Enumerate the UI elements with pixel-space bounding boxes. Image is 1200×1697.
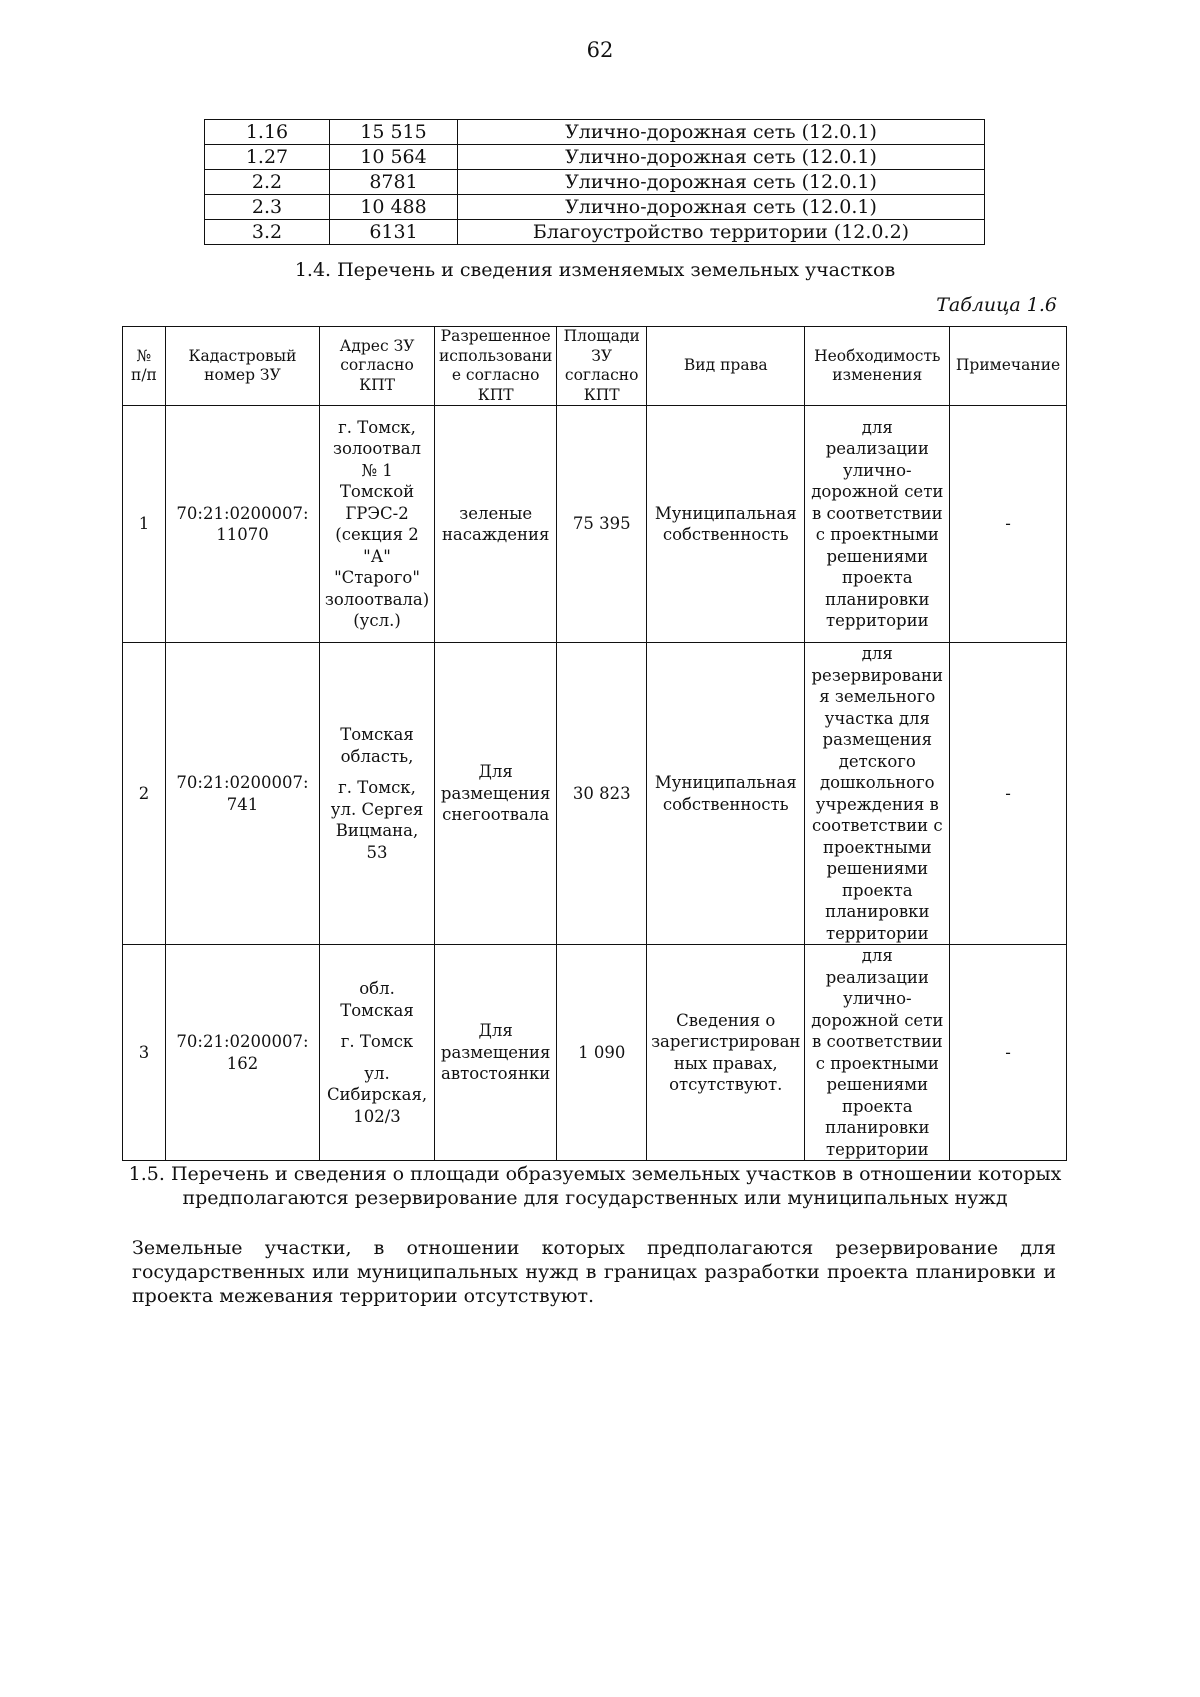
address — [320, 643, 435, 945]
right-type — [647, 945, 805, 1161]
header-use — [434, 327, 556, 406]
change-need-line: соответствии с — [812, 816, 943, 835]
table-row — [205, 120, 985, 145]
row-number: 2 — [123, 643, 166, 945]
address-line: г. Томск, — [338, 778, 416, 797]
change-need-line: улично- — [842, 989, 912, 1008]
change-need-line: дорожной сети — [811, 482, 944, 501]
header-address — [320, 327, 435, 406]
change-need-line: дошкольного — [819, 773, 935, 792]
address-line: Томская — [340, 725, 414, 744]
header-need-line: изменения — [832, 366, 923, 384]
header-need-line: Необходимость — [814, 346, 941, 365]
land-use: Улично-дорожная сеть (12.0.1) — [458, 145, 985, 170]
change-need-line: решениями — [826, 1075, 929, 1094]
right-type-line: Сведения о — [676, 1010, 776, 1030]
table-row — [123, 945, 1067, 1161]
land-use: Улично-дорожная сеть (12.0.1) — [458, 195, 985, 220]
address-line: золоотвал — [333, 439, 422, 458]
table-row — [123, 643, 1067, 945]
header-use-line: использовани — [438, 346, 553, 365]
change-need-line: улично- — [842, 460, 912, 480]
cadastral-number — [165, 643, 319, 945]
header-area-line: согласно — [564, 366, 639, 384]
section-1-5-line: предполагаются резервирование для государственных или муниципальных нужд — [182, 1187, 1008, 1209]
section-1-5-line: 1.5. Перечень и сведения о площади образуемых земельных участков в отношении которых — [128, 1163, 1062, 1185]
header-note — [950, 327, 1067, 406]
address-line: 102/3 — [353, 1106, 401, 1126]
change-need-line: территории — [825, 1139, 929, 1159]
header-right — [647, 327, 805, 406]
header-use-line: е согласно — [451, 366, 540, 384]
header-area-line: ЗУ — [591, 346, 613, 365]
change-need-line: с проектными — [815, 525, 939, 544]
table-caption: Таблица 1.6 — [936, 294, 1057, 316]
table-row — [205, 145, 985, 170]
right-type-line: отсутствуют. — [669, 1075, 783, 1094]
change-need-line: проекта — [842, 568, 913, 587]
header-address-line: Адрес ЗУ — [339, 336, 415, 355]
body-paragraph: Земельные участки, в отношении которых предполагаются резервирование для государственных или муниципальных нужд в границах разработки проекта планировки и проекта межевания территории отсутствуют. — [132, 1237, 1056, 1307]
permitted-use-line: Для — [478, 1021, 513, 1041]
note: - — [950, 945, 1067, 1161]
right-type-line: зарегистрирован — [651, 1032, 801, 1051]
change-need-line: я земельного — [819, 687, 936, 706]
row-number: 1 — [123, 406, 166, 643]
cadastral-number-line: 162 — [226, 1053, 259, 1073]
table-header-row — [123, 327, 1067, 406]
land-use: Улично-дорожная сеть (12.0.1) — [458, 170, 985, 195]
change-need — [805, 945, 950, 1161]
cadastral-number-line: 70:21:0200007: — [176, 503, 309, 523]
address — [320, 945, 435, 1161]
header-address-line: согласно — [340, 356, 414, 375]
change-need-line: проекта — [842, 880, 913, 900]
row-number: 1.16 — [205, 120, 330, 145]
area-value: 10 564 — [330, 145, 458, 170]
address-line: г. Томск — [340, 1032, 414, 1051]
section-1-5-title — [120, 1162, 1070, 1210]
right-type-line: собственность — [662, 794, 789, 814]
area-value: 6131 — [330, 220, 458, 245]
permitted-use-line: снегоотвала — [442, 805, 550, 825]
change-need-line: с проектными — [815, 1053, 939, 1073]
land-plots-table — [122, 326, 1067, 1161]
address-line: Сибирская, — [326, 1085, 428, 1104]
header-area — [557, 327, 647, 406]
area: 1 090 — [557, 945, 647, 1161]
change-need-line: дорожной сети — [811, 1010, 944, 1030]
cadastral-number-line: 70:21:0200007: — [176, 773, 309, 792]
area: 75 395 — [557, 406, 647, 643]
change-need-line: территории — [825, 611, 929, 630]
land-use: Благоустройство территории (12.0.2) — [458, 220, 985, 245]
address-line: обл. — [359, 979, 395, 998]
change-need-line: участка для — [824, 708, 930, 728]
area: 30 823 — [557, 643, 647, 945]
header-need — [805, 327, 950, 406]
row-number: 3 — [123, 945, 166, 1161]
table-row — [205, 220, 985, 245]
table-row — [123, 406, 1067, 643]
table-row — [205, 170, 985, 195]
right-type — [647, 643, 805, 945]
area-value: 8781 — [330, 170, 458, 195]
change-need-line: для реализации — [825, 946, 929, 987]
right-type-line: ных правах, — [673, 1053, 778, 1073]
address-line: (усл.) — [353, 611, 401, 630]
row-number: 2.2 — [205, 170, 330, 195]
permitted-use-line: размещения — [440, 783, 551, 803]
row-number: 1.27 — [205, 145, 330, 170]
change-need-line: планировки — [825, 589, 930, 609]
change-need — [805, 643, 950, 945]
right-type-line: Муниципальная — [654, 773, 797, 792]
change-need-line: решениями — [826, 546, 929, 566]
change-need-line: для реализации — [825, 417, 929, 458]
permitted-use-line: насаждения — [441, 525, 550, 544]
header-cadastral — [165, 327, 319, 406]
address-line: Томская — [340, 1000, 414, 1020]
permitted-use — [434, 643, 556, 945]
permitted-use — [434, 945, 556, 1161]
address — [320, 406, 435, 643]
address-line: Томской — [339, 482, 415, 501]
permitted-use — [434, 406, 556, 643]
permitted-use-line: Для — [478, 762, 513, 782]
address-line: (секция 2 — [335, 525, 419, 544]
cadastral-number-line: 70:21:0200007: — [176, 1032, 309, 1051]
change-need-line: учреждения в — [815, 794, 939, 814]
change-need-line: проекта — [842, 1096, 913, 1116]
header-num-line: п/п — [130, 366, 157, 384]
header-use-line: Разрешенное — [440, 327, 551, 345]
area-value: 10 488 — [330, 195, 458, 220]
address-line: № 1 — [361, 460, 393, 480]
change-need-line: территории — [825, 923, 929, 943]
cadastral-number-line: 741 — [226, 794, 259, 814]
address-line: "А" — [363, 546, 391, 566]
address-line: ул. Сергея — [330, 799, 424, 819]
header-use-line: КПТ — [477, 385, 514, 404]
table-row — [205, 195, 985, 220]
note: - — [950, 406, 1067, 643]
header-cadastral-line: Кадастровый — [188, 346, 297, 365]
address-line: 53 — [366, 842, 388, 862]
change-need-line: детского — [838, 751, 916, 771]
change-need-line: планировки — [825, 902, 930, 921]
header-area-line: КПТ — [583, 385, 620, 404]
change-need-line: планировки — [825, 1118, 930, 1137]
page-number: 62 — [586, 38, 614, 62]
land-use: Улично-дорожная сеть (12.0.1) — [458, 120, 985, 145]
section-1-4-title: 1.4. Перечень и сведения изменяемых земельных участков — [294, 259, 896, 281]
cadastral-number-line: 11070 — [216, 525, 269, 544]
area-value: 15 515 — [330, 120, 458, 145]
cadastral-number — [165, 945, 319, 1161]
header-num — [123, 327, 166, 406]
change-need-line: для — [861, 644, 893, 663]
permitted-use-line: автостоянки — [441, 1064, 551, 1084]
right-type-line: Муниципальная — [654, 503, 797, 523]
right-type-line: собственность — [662, 525, 789, 544]
change-need-line: в соответствии — [811, 503, 943, 523]
change-need-line: резервировани — [811, 665, 944, 685]
header-right-line: Вид права — [683, 356, 768, 375]
change-need-line: размещения — [822, 730, 933, 749]
note: - — [950, 643, 1067, 945]
header-area-line: Площади — [563, 327, 640, 345]
address-line: г. Томск, — [338, 417, 416, 437]
header-num-line: № — [136, 346, 152, 365]
address-line: область, — [340, 746, 414, 766]
row-number: 3.2 — [205, 220, 330, 245]
change-need — [805, 406, 950, 643]
change-need-line: в соответствии — [811, 1032, 943, 1051]
header-cadastral-line: номер ЗУ — [204, 366, 281, 384]
address-line: ул. — [364, 1063, 390, 1083]
change-need-line: решениями — [826, 859, 929, 878]
right-type — [647, 406, 805, 643]
address-line: Вицмана, — [335, 821, 419, 840]
permitted-use-line: размещения — [440, 1042, 551, 1062]
address-line: "Старого" — [334, 568, 420, 587]
cadastral-number — [165, 406, 319, 643]
header-address-line: КПТ — [359, 375, 395, 394]
header-note-line: Примечание — [955, 356, 1061, 375]
row-number: 2.3 — [205, 195, 330, 220]
address-line: золоотвала) — [324, 589, 430, 609]
address-line: ГРЭС-2 — [345, 503, 409, 523]
continuation-table — [204, 119, 985, 245]
change-need-line: проектными — [822, 837, 932, 857]
permitted-use-line: зеленые — [459, 503, 533, 523]
